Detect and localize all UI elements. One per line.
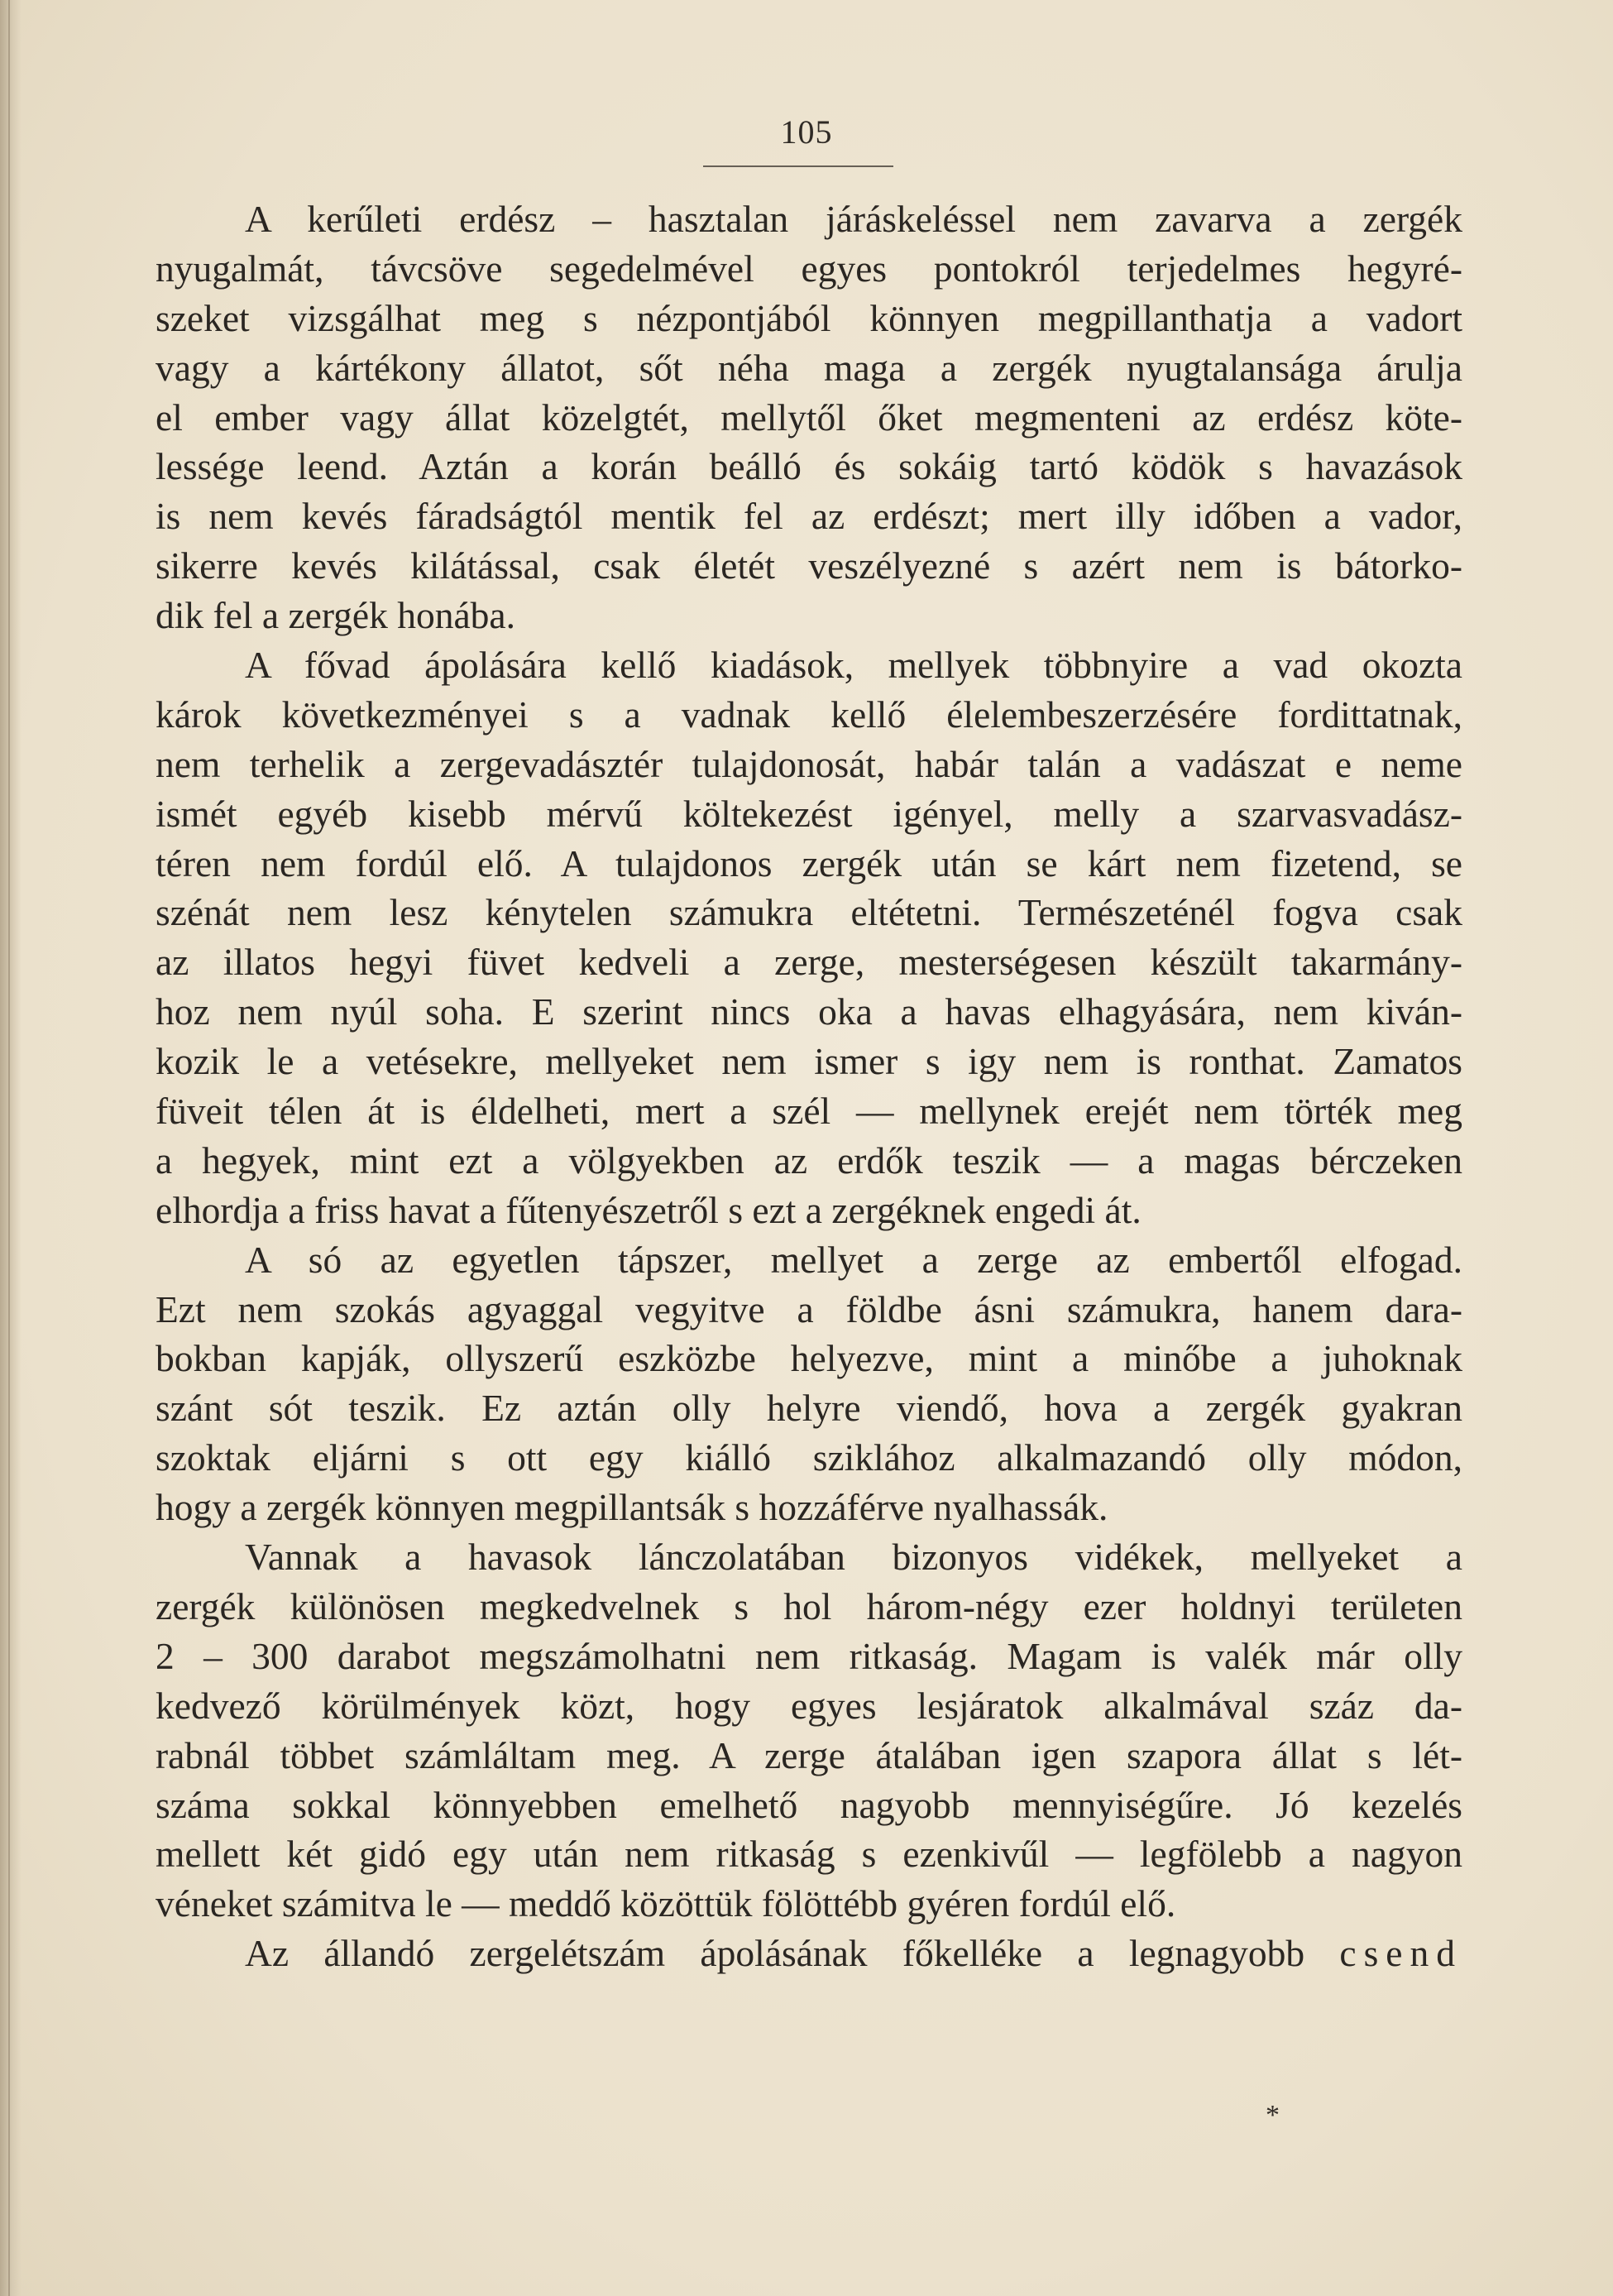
text-line: szeket vizsgálhat meg s nézpontjából könnyen megpillanthatja a vadort	[156, 296, 1462, 339]
text-line: dik fel a zergék honába.	[156, 594, 516, 637]
text-line: károk következményei s a vadnak kellő élelembeszerzésére fordittatnak,	[156, 693, 1462, 736]
text-line: nyugalmát, távcsöve segedelmével egyes pontokról terjedelmes hegyré-	[156, 247, 1462, 290]
text-line: szánt sót teszik. Ez aztán olly helyre viendő, hova a zergék gyakran	[156, 1387, 1462, 1430]
text-line: 2 – 300 darabot megszámolhatni nem ritkaság. Magam is valék már olly	[156, 1634, 1462, 1677]
spaced-word: csend	[1339, 1932, 1462, 1975]
text-line: A só az egyetlen tápszer, mellyet a zerge az embertől elfogad.	[245, 1238, 1462, 1281]
text-line: lessége leend. Aztán a korán beálló és sokáig tartó ködök s havazások	[156, 445, 1462, 488]
text-line: hoz nem nyúl soha. E szerint nincs oka a havas elhagyására, nem kiván-	[156, 990, 1462, 1033]
text-line: Ezt nem szokás agyaggal vegyitve a földbe ásni számukra, hanem dara-	[156, 1287, 1462, 1330]
text-line: el ember vagy állat közelgtét, mellytől őket megmenteni az erdész köte-	[156, 395, 1462, 439]
text-line: A fővad ápolására kellő kiadások, mellyek többnyire a vad okozta	[245, 644, 1462, 687]
binding-shadow	[0, 0, 22, 2296]
text-line: szénát nem lesz kénytelen számukra eltétetni. Természeténél fogva csak	[156, 891, 1462, 934]
text-body	[156, 194, 1462, 1978]
text-line: hogy a zergék könnyen megpillantsák s hozzáférve nyalhassák.	[156, 1486, 1108, 1529]
text-line: kedvező körülmények közt, hogy egyes lesjáratok alkalmával száz da-	[156, 1684, 1462, 1727]
text-line: ismét egyéb kisebb mérvű költekezést igényel, melly a szarvasvadász-	[156, 792, 1462, 835]
text-line: A kerűleti erdész – hasztalan járáskeléssel nem zavarva a zergék	[245, 198, 1462, 240]
text-line: vagy a kártékony állatot, sőt néha maga a zergék nyugtalansága árulja	[156, 346, 1462, 389]
text-line: Vannak a havasok lánczolatában bizonyos vidékek, mellyeket a	[245, 1536, 1462, 1579]
text-line: téren nem fordúl elő. A tulajdonos zergék után se kárt nem fizetend, se	[156, 841, 1462, 884]
text-line-words: Az állandó zergelétszám ápolásának főkelléke a legnagyobb	[245, 1932, 1305, 1975]
text-line: kozik le a vetésekre, mellyeket nem ismer s igy nem is ronthat. Zamatos	[156, 1040, 1462, 1083]
text-line: szoktak eljárni s ott egy kiálló sziklához alkalmazandó olly módon,	[156, 1436, 1462, 1479]
text-line: mellett két gidó egy után nem ritkaság s ezenkivűl — legfölebb a nagyon	[156, 1833, 1462, 1876]
text-line: bokban kapják, ollyszerű eszközbe helyezve, mint a minőbe a juhoknak	[156, 1337, 1462, 1380]
text-line: zergék különösen megkedvelnek s hol három-négy ezer holdnyi területen	[156, 1584, 1462, 1627]
text-line: sikerre kevés kilátással, csak életét veszélyezné s azért nem is bátorko-	[156, 544, 1462, 587]
text-line: nem terhelik a zergevadásztér tulajdonosát, habár talán a vadászat e neme	[156, 742, 1462, 785]
text-line: az illatos hegyi füvet kedveli a zerge, mesterségesen készült takarmány-	[156, 941, 1462, 984]
binding-edge-line	[8, 0, 10, 2296]
header-rule	[703, 165, 893, 167]
signature-mark: *	[1266, 2100, 1280, 2131]
text-line-last	[156, 1929, 1462, 1978]
text-line: füveit télen át is éldelheti, mert a szél — mellynek erejét nem törték meg	[156, 1090, 1462, 1133]
page-number: 105	[780, 113, 833, 151]
text-line: elhordja a friss havat a fűtenyészetről s ezt a zergéknek engedi át.	[156, 1188, 1142, 1231]
text-line: rabnál többet számláltam meg. A zerge átalában igen szapora állat s lét-	[156, 1733, 1462, 1776]
text-line: a hegyek, mint ezt a völgyekben az erdők teszik — a magas bérczeken	[156, 1138, 1462, 1182]
text-line: száma sokkal könnyebben emelhető nagyobb mennyiségűre. Jó kezelés	[156, 1783, 1462, 1826]
text-line: is nem kevés fáradságtól mentik fel az erdészt; mert illy időben a vador,	[156, 495, 1462, 538]
text-line: véneket számitva le — meddő közöttük fölöttébb gyéren fordúl elő.	[156, 1882, 1176, 1925]
